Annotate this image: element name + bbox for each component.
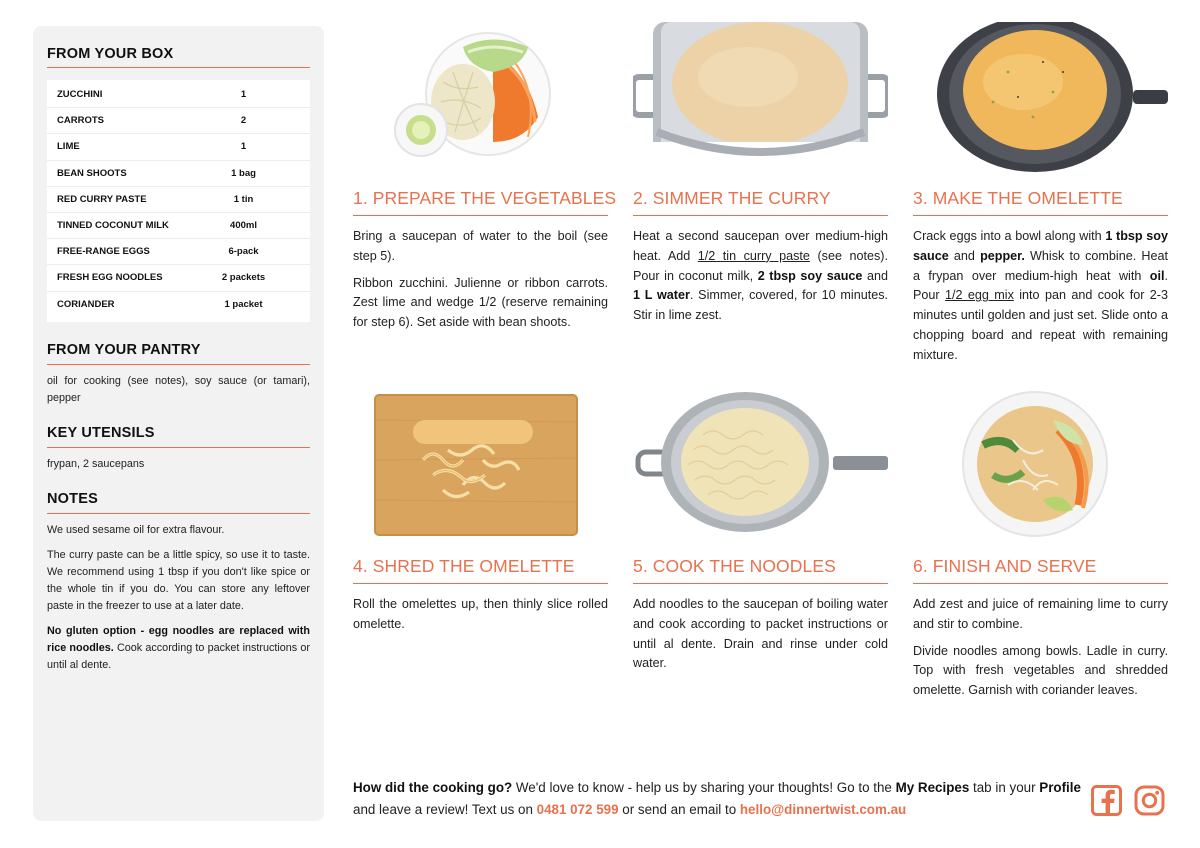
step-3-title: 3. MAKE THE OMELETTE — [913, 188, 1168, 216]
ingredient-qty: 400ml — [230, 220, 257, 232]
ingredient-name: LIME — [57, 141, 80, 153]
feedback-footer — [353, 777, 1083, 821]
step-1 — [353, 22, 617, 333]
utensils-section — [47, 425, 310, 473]
pantry-text: oil for cooking (see notes), soy sauce (or tamari), pepper — [47, 374, 310, 404]
step-5-title: 5. COOK THE NOODLES — [633, 556, 888, 584]
table-row — [47, 292, 310, 318]
step-1-p2: Ribbon zucchini. Julienne or ribbon carrots. Zest lime and wedge 1/2 (reserve remaining for step 6). Set aside with bean shoots. — [353, 275, 608, 330]
step-2-text-c: and — [862, 268, 888, 283]
from-your-box-heading: FROM YOUR BOX — [47, 46, 310, 68]
step-3-bold-3: oil — [1149, 268, 1165, 283]
pantry-heading: FROM YOUR PANTRY — [47, 342, 310, 365]
step-6-p2: Divide noodles among bowls. Ladle in curry. Top with fresh vegetables and shredded omelette. Garnish with coriander leaves. — [913, 643, 1168, 698]
footer-text-1: We'd love to know - help us by sharing your thoughts! Go to the — [512, 780, 896, 795]
ingredient-name: RED CURRY PASTE — [57, 193, 147, 205]
ingredient-qty: 2 packets — [221, 272, 266, 284]
ingredient-name: CARROTS — [57, 115, 104, 127]
vegetables-photo — [353, 22, 608, 172]
finished-bowl-photo — [913, 390, 1168, 540]
note-3-bold: No gluten option - egg noodles are replaced with rice noodles. — [47, 624, 310, 654]
step-5-p1: Add noodles to the saucepan of boiling water and cook according to packet instructions or until al dente. Drain and rinse under cold water. — [633, 597, 888, 671]
step-5-body — [633, 595, 888, 674]
step-4-title: 4. SHRED THE OMELETTE — [353, 556, 608, 584]
step-3-text-e: into pan and cook for 2-3 minutes until golden and just set. Slide onto a chopping board and repeat with remaining mixture. — [913, 288, 1169, 362]
ingredient-qty: 1 — [240, 89, 247, 101]
ingredients-table — [47, 80, 310, 322]
step-3-bold-2: pepper. — [980, 248, 1025, 263]
note-2: The curry paste can be a little spicy, so use it to taste. We recommend using 1 tbsp if you don't like spice or the whole tin if you do. You can store any leftover paste in the freezer to use at a later date. — [47, 548, 310, 612]
table-row — [47, 82, 310, 108]
step-1-p1: Bring a saucepan of water to the boil (see step 5). — [353, 229, 608, 263]
table-row — [47, 187, 310, 213]
pantry-section — [47, 342, 310, 407]
step-2 — [633, 22, 888, 326]
step-6-title: 6. FINISH AND SERVE — [913, 556, 1168, 584]
utensils-text: frypan, 2 saucepans — [47, 457, 145, 470]
step-1-body — [353, 227, 608, 333]
ingredient-qty: 1 bag — [231, 167, 256, 179]
note-3 — [47, 623, 310, 674]
ingredient-name: ZUCCHINI — [57, 89, 103, 101]
step-2-underline: 1/2 tin curry paste — [697, 248, 810, 263]
step-3-text-d: . Pour — [913, 268, 1168, 303]
step-2-body — [633, 227, 888, 326]
step-1-title: 1. PREPARE THE VEGETABLES — [353, 188, 608, 216]
step-2-title: 2. SIMMER THE CURRY — [633, 188, 888, 216]
ingredient-name: TINNED COCONUT MILK — [57, 220, 169, 232]
step-4-p1: Roll the omelettes up, then thinly slice rolled omelette. — [353, 597, 608, 631]
ingredient-qty: 1 — [240, 141, 247, 153]
utensils-heading: KEY UTENSILS — [47, 425, 310, 448]
step-4 — [353, 390, 608, 635]
step-2-bold-1: 2 tbsp soy sauce — [757, 268, 863, 283]
step-3-text-b: and — [948, 248, 981, 263]
table-row — [47, 213, 310, 239]
omelette-pan-photo — [913, 22, 1168, 172]
notes-section — [47, 491, 310, 674]
step-2-text-d: . Simmer, covered, for 10 minutes. Stir in lime zest. — [633, 288, 889, 323]
step-3-body — [913, 227, 1168, 366]
step-2-text-b: (see notes). Pour in coconut milk, — [633, 248, 888, 283]
step-3 — [913, 22, 1168, 366]
step-6 — [913, 390, 1168, 701]
footer-email-link[interactable]: hello@dinnertwist.com.au — [739, 802, 907, 817]
table-row — [47, 134, 310, 160]
step-3-p1 — [913, 227, 1168, 366]
footer-question: How did the cooking go? — [353, 780, 513, 795]
step-3-bold-1: 1 tbsp soy sauce — [913, 229, 1168, 263]
footer-phone-link[interactable]: 0481 072 599 — [536, 802, 619, 817]
ingredient-name: CORIANDER — [57, 299, 115, 311]
ingredient-name: FREE-RANGE EGGS — [57, 246, 150, 258]
table-row — [47, 108, 310, 134]
noodles-colander-photo — [633, 390, 888, 540]
step-2-text-a: Heat a second saucepan over medium-high heat. Add — [633, 229, 888, 263]
step-3-text-c: Whisk to combine. Heat a frypan over medium-high heat with — [913, 248, 1168, 283]
step-6-p1: Add zest and juice of remaining lime to curry and stir to combine. — [913, 597, 1168, 631]
footer-profile: Profile — [1039, 780, 1081, 795]
ingredient-name: FRESH EGG NOODLES — [57, 272, 163, 284]
shredded-omelette-photo — [353, 390, 608, 540]
instagram-icon[interactable] — [1134, 785, 1165, 816]
ingredient-name: BEAN SHOOTS — [57, 167, 127, 179]
footer-text-2: tab in your — [969, 780, 1040, 795]
footer-text-4: or send an email to — [618, 802, 740, 817]
step-3-text-a: Crack eggs into a bowl along with — [913, 229, 1106, 243]
footer-my-recipes: My Recipes — [895, 780, 970, 795]
step-3-underline: 1/2 egg mix — [945, 288, 1014, 303]
ingredient-qty: 1 tin — [233, 193, 254, 205]
curry-pan-photo — [633, 22, 888, 172]
sidebar — [33, 26, 324, 821]
ingredient-qty: 2 — [240, 115, 247, 127]
facebook-icon[interactable] — [1091, 785, 1122, 816]
notes-heading: NOTES — [47, 491, 310, 514]
note-1: We used sesame oil for extra flavour. — [47, 523, 225, 536]
step-2-p1 — [633, 227, 888, 326]
ingredient-qty: 6-pack — [228, 246, 259, 258]
table-row — [47, 239, 310, 265]
step-5 — [633, 390, 888, 674]
ingredient-qty: 1 packet — [224, 299, 263, 311]
step-2-bold-2: 1 L water — [633, 288, 690, 303]
note-3-rest: Cook according to packet instructions or until al dente. — [47, 641, 310, 671]
table-row — [47, 265, 310, 291]
table-row — [47, 161, 310, 187]
step-4-body — [353, 595, 608, 635]
step-6-body — [913, 595, 1168, 701]
footer-text-3: and leave a review! Text us on — [353, 802, 537, 817]
